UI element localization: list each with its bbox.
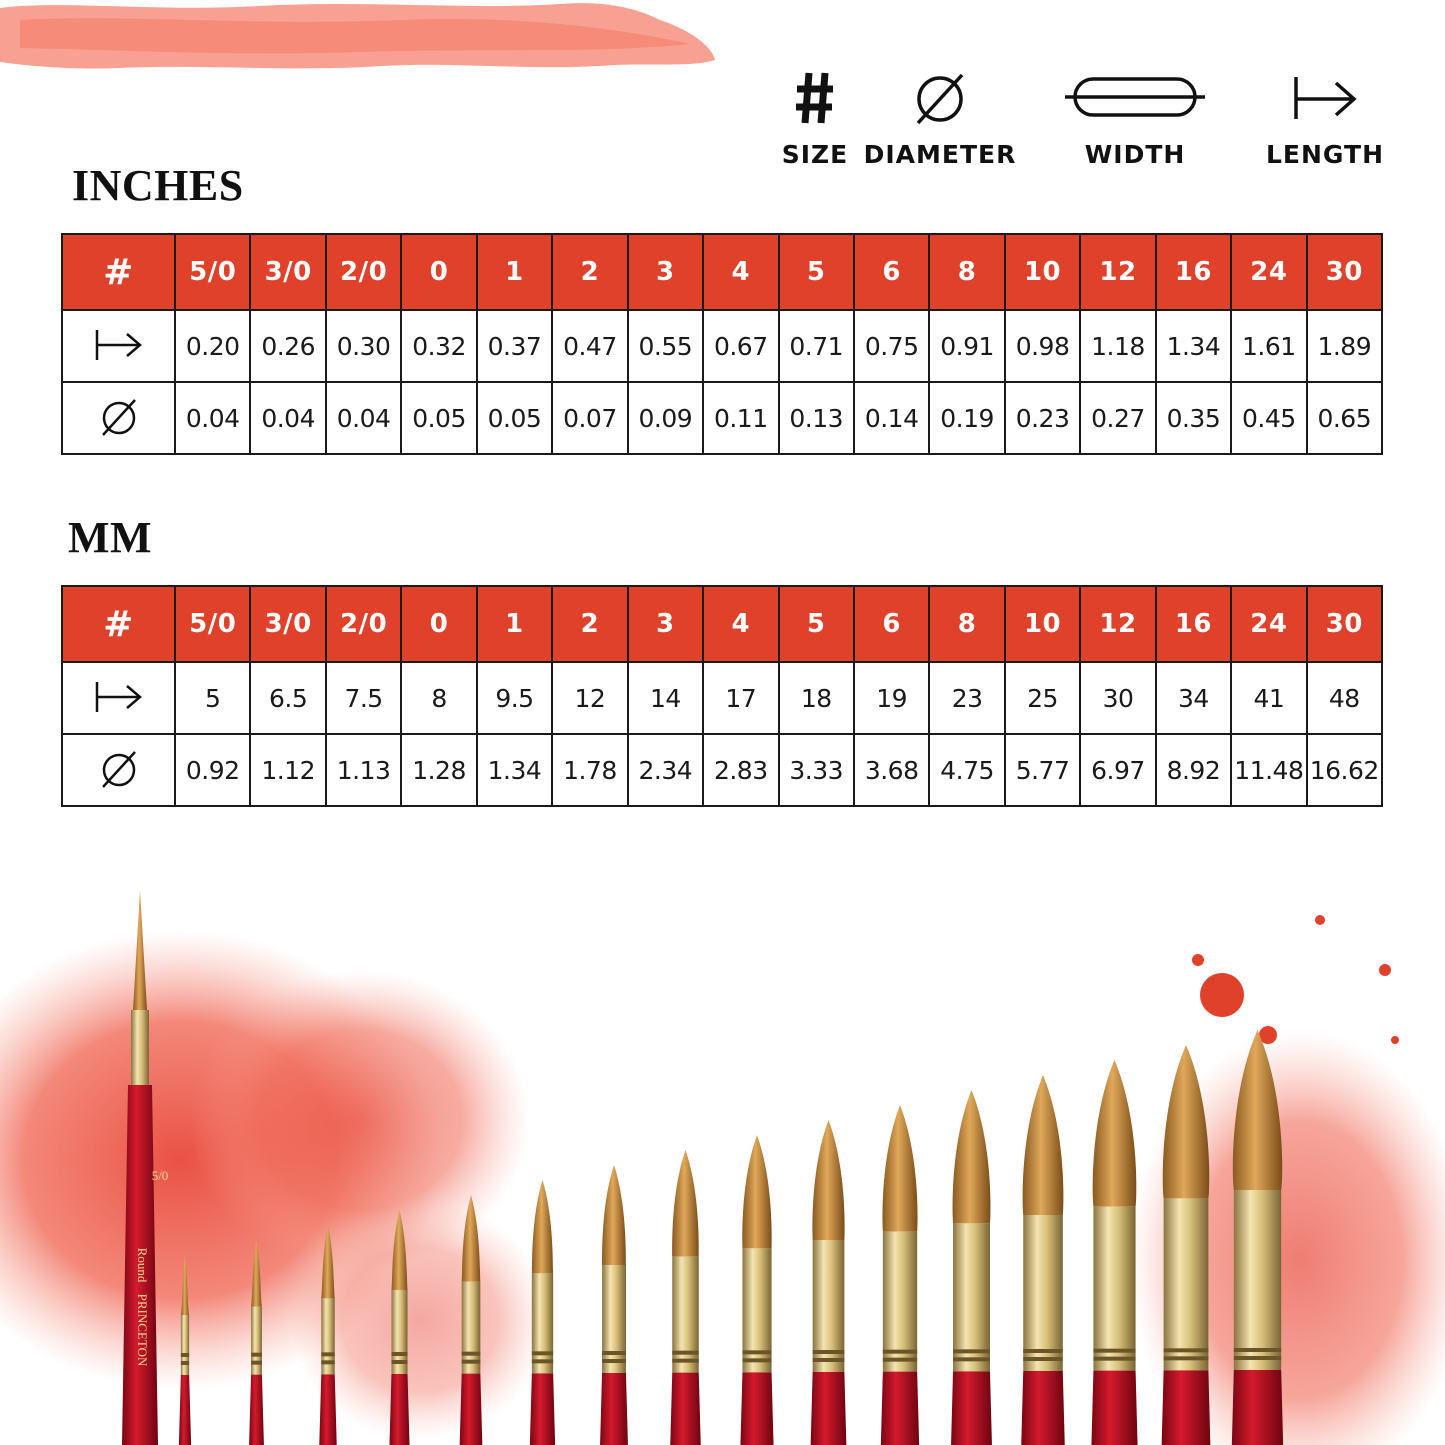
- size-header-cell: 1: [477, 234, 552, 310]
- brush-imprint-text: PRINCETON: [135, 1293, 150, 1367]
- length-cell: 0.55: [628, 310, 703, 382]
- size-header-cell: 12: [1080, 586, 1155, 662]
- brush: [530, 1180, 555, 1445]
- length-cell: 0.37: [477, 310, 552, 382]
- diameter-cell: 0.19: [929, 382, 1004, 454]
- size-header-cell: 8: [929, 234, 1004, 310]
- table-header-row: [62, 586, 1382, 662]
- length-cell: 23: [929, 662, 1004, 734]
- length-cell: 0.20: [175, 310, 250, 382]
- size-header-cell: 6: [854, 234, 929, 310]
- diameter-cell: 2.34: [628, 734, 703, 806]
- size-header-cell: 30: [1307, 234, 1382, 310]
- size-header-cell: 24: [1231, 234, 1306, 310]
- table-row-diameter: [62, 382, 1382, 454]
- length-icon: [1240, 62, 1410, 132]
- length-cell: 0.75: [854, 310, 929, 382]
- size-header-cell: 24: [1231, 586, 1306, 662]
- length-cell: 19: [854, 662, 929, 734]
- length-cell: 14: [628, 662, 703, 734]
- size-header-cell: 10: [1005, 234, 1080, 310]
- size-header-cell: 1: [477, 586, 552, 662]
- size-header-cell: 3: [628, 586, 703, 662]
- diameter-cell: 1.34: [477, 734, 552, 806]
- size-table-mm: [61, 585, 1383, 807]
- legend-width: [1050, 62, 1220, 169]
- length-cell: 1.89: [1307, 310, 1382, 382]
- table-row-diameter: [62, 734, 1382, 806]
- length-cell: 30: [1080, 662, 1155, 734]
- length-cell: 8: [401, 662, 476, 734]
- diameter-cell: 0.45: [1231, 382, 1306, 454]
- length-cell: 0.47: [552, 310, 627, 382]
- diameter-cell: 3.33: [779, 734, 854, 806]
- table-header-row: [62, 234, 1382, 310]
- diameter-cell: 0.92: [175, 734, 250, 806]
- diameter-cell: 11.48: [1231, 734, 1306, 806]
- length-cell: 1.34: [1156, 310, 1231, 382]
- diameter-icon: [62, 734, 175, 806]
- length-cell: 7.5: [326, 662, 401, 734]
- diameter-cell: 0.04: [326, 382, 401, 454]
- diameter-cell: 0.35: [1156, 382, 1231, 454]
- table-row-length: [62, 662, 1382, 734]
- diameter-cell: 0.23: [1005, 382, 1080, 454]
- diameter-cell: 0.04: [175, 382, 250, 454]
- brush: [1021, 1075, 1065, 1445]
- length-cell: 0.67: [703, 310, 778, 382]
- diameter-icon: [855, 62, 1025, 132]
- legend-label: SIZE: [781, 140, 849, 169]
- legend-label: LENGTH: [1266, 140, 1384, 169]
- section-title-mm: MM: [68, 513, 153, 562]
- length-icon: [62, 662, 175, 734]
- diameter-cell: 5.77: [1005, 734, 1080, 806]
- diameter-cell: 16.62: [1307, 734, 1382, 806]
- length-cell: 6.5: [250, 662, 325, 734]
- size-header-cell: 2: [552, 586, 627, 662]
- length-cell: 1.18: [1080, 310, 1155, 382]
- brush-set-illustration: [0, 860, 1445, 1445]
- size-header-cell: 5: [779, 586, 854, 662]
- brush: [670, 1150, 700, 1445]
- legend-length: [1240, 62, 1410, 169]
- size-header-cell: 0: [401, 234, 476, 310]
- diameter-cell: 0.65: [1307, 382, 1382, 454]
- brush-imprint-text: Round: [135, 1247, 150, 1283]
- size-header-cell: 5/0: [175, 586, 250, 662]
- size-header-cell: 2/0: [326, 586, 401, 662]
- diameter-cell: 0.07: [552, 382, 627, 454]
- diameter-cell: 0.13: [779, 382, 854, 454]
- width-icon: [1050, 62, 1220, 132]
- diameter-cell: 1.78: [552, 734, 627, 806]
- length-cell: 1.61: [1231, 310, 1306, 382]
- size-header-cell: 4: [703, 234, 778, 310]
- diameter-cell: 4.75: [929, 734, 1004, 806]
- brush: [1162, 1045, 1211, 1445]
- diameter-cell: 1.12: [250, 734, 325, 806]
- length-cell: 0.32: [401, 310, 476, 382]
- brush: [951, 1090, 992, 1445]
- length-cell: 25: [1005, 662, 1080, 734]
- watercolor-splash-top: [0, 0, 720, 80]
- size-table-inches: [61, 233, 1383, 455]
- length-cell: 34: [1156, 662, 1231, 734]
- brush: [740, 1135, 773, 1445]
- length-cell: 0.26: [250, 310, 325, 382]
- length-cell: 0.30: [326, 310, 401, 382]
- legend-label: WIDTH: [1084, 140, 1186, 169]
- table-row-length: [62, 310, 1382, 382]
- size-header-cell: 3/0: [250, 586, 325, 662]
- size-symbol: #: [62, 234, 175, 310]
- diameter-cell: 1.28: [401, 734, 476, 806]
- length-cell: 0.98: [1005, 310, 1080, 382]
- diameter-cell: 0.11: [703, 382, 778, 454]
- diameter-cell: 2.83: [703, 734, 778, 806]
- symbol-legend: [730, 62, 1410, 182]
- size-header-cell: 8: [929, 586, 1004, 662]
- size-header-cell: 10: [1005, 586, 1080, 662]
- diameter-cell: 6.97: [1080, 734, 1155, 806]
- size-header-cell: 5/0: [175, 234, 250, 310]
- size-header-cell: 5: [779, 234, 854, 310]
- diameter-icon: [62, 382, 175, 454]
- brush: [811, 1120, 847, 1445]
- brush-imprint-text: 5/0: [151, 1168, 169, 1183]
- diameter-cell: 0.27: [1080, 382, 1155, 454]
- size-header-cell: 16: [1156, 586, 1231, 662]
- diameter-cell: 0.14: [854, 382, 929, 454]
- length-cell: 48: [1307, 662, 1382, 734]
- length-cell: 41: [1231, 662, 1306, 734]
- size-header-cell: 6: [854, 586, 929, 662]
- size-header-cell: 2/0: [326, 234, 401, 310]
- diameter-cell: 0.04: [250, 382, 325, 454]
- size-header-cell: 12: [1080, 234, 1155, 310]
- diameter-cell: 0.05: [477, 382, 552, 454]
- diameter-cell: 0.09: [628, 382, 703, 454]
- brush: [1232, 1030, 1283, 1445]
- size-header-cell: 2: [552, 234, 627, 310]
- size-header-cell: 3/0: [250, 234, 325, 310]
- size-header-cell: 0: [401, 586, 476, 662]
- section-title-inches: INCHES: [72, 161, 244, 210]
- brush: [1091, 1060, 1137, 1445]
- length-cell: 9.5: [477, 662, 552, 734]
- diameter-cell: 0.05: [401, 382, 476, 454]
- length-cell: 5: [175, 662, 250, 734]
- legend-label: DIAMETER: [863, 140, 1017, 169]
- size-header-cell: 4: [703, 586, 778, 662]
- size-header-cell: 3: [628, 234, 703, 310]
- diameter-cell: 8.92: [1156, 734, 1231, 806]
- length-cell: 18: [779, 662, 854, 734]
- length-cell: 12: [552, 662, 627, 734]
- size-header-cell: 16: [1156, 234, 1231, 310]
- diameter-cell: 1.13: [326, 734, 401, 806]
- brush: [881, 1105, 919, 1445]
- length-cell: 0.71: [779, 310, 854, 382]
- size-symbol: #: [62, 586, 175, 662]
- size-header-cell: 30: [1307, 586, 1382, 662]
- diameter-cell: 3.68: [854, 734, 929, 806]
- length-cell: 0.91: [929, 310, 1004, 382]
- brush: [600, 1165, 628, 1445]
- legend-diameter: [855, 62, 1025, 169]
- length-icon: [62, 310, 175, 382]
- length-cell: 17: [703, 662, 778, 734]
